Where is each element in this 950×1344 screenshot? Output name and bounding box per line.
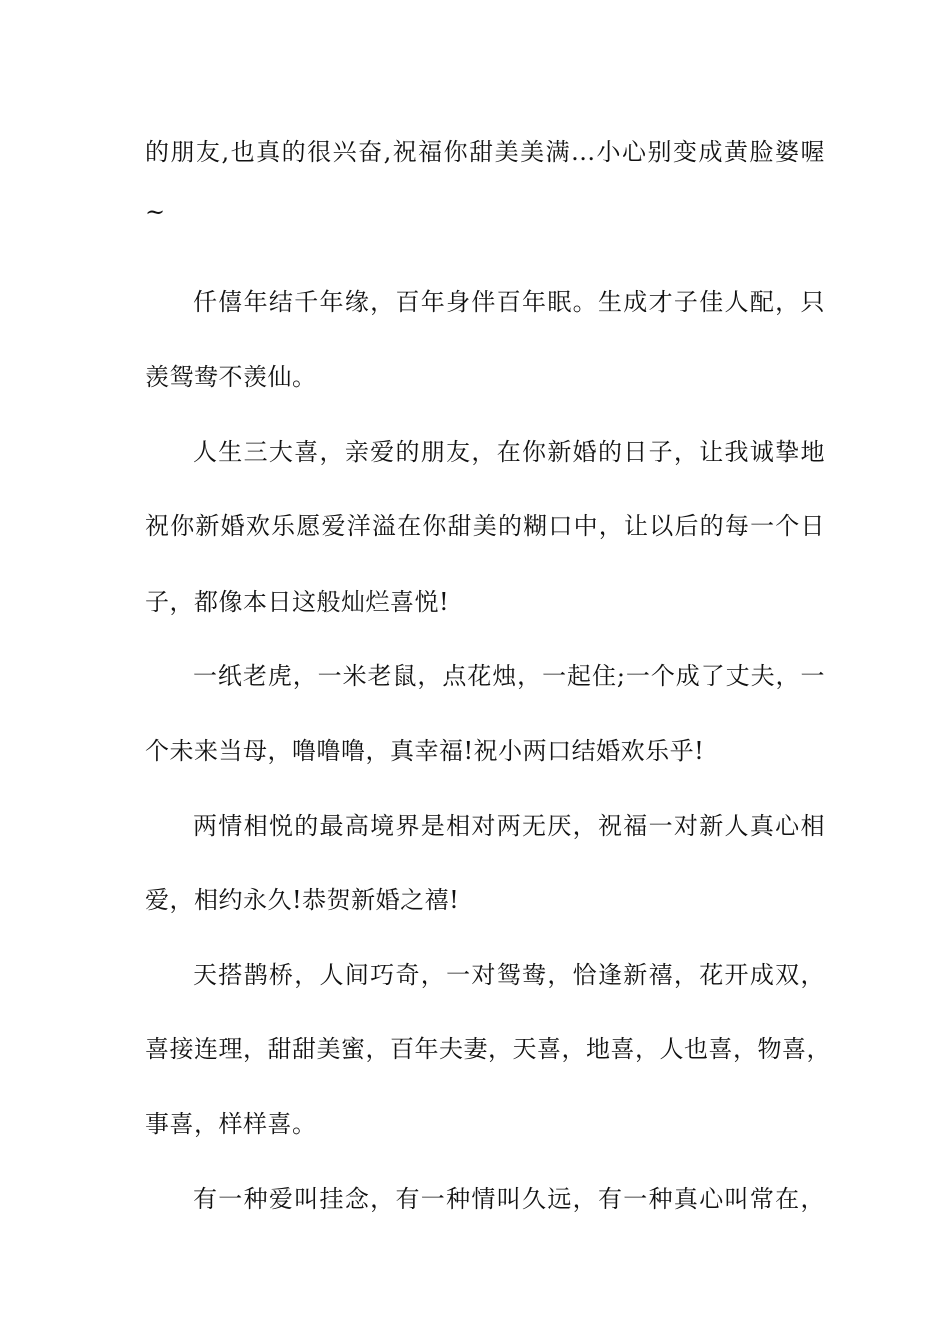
text-line-5: 人生三大喜，亲爱的朋友，在你新婚的日子，让我诚挚地 (193, 438, 825, 466)
text-line-7: 子，都像本日这般灿烂喜悦! (145, 588, 450, 616)
text-line-3: 仟僖年结千年缘，百年身伴百年眠。生成才子佳人配，只 (193, 288, 825, 316)
text-line-6: 祝你新婚欢乐愿爱洋溢在你甜美的糊口中，让以后的每一个日 (145, 512, 825, 540)
text-line-15: 有一种爱叫挂念，有一种情叫久远，有一种真心叫常在， (193, 1185, 825, 1213)
text-line-13: 喜接连理，甜甜美蜜，百年夫妻，天喜，地喜，人也喜，物喜， (145, 1035, 831, 1063)
text-line-14: 事喜，样样喜。 (145, 1110, 317, 1138)
text-line-12: 天搭鹊桥，人间巧奇，一对鸳鸯，恰逢新禧，花开成双， (193, 961, 825, 989)
text-line-11: 爱，相约永久!恭贺新婚之禧! (145, 886, 460, 914)
text-line-8: 一纸老虎，一米老鼠，点花烛，一起住;一个成了丈夫，一 (193, 662, 825, 690)
text-line-1: 的朋友,也真的很兴奋,祝福你甜美美满...小心别变成黄脸婆喔 (145, 138, 825, 166)
text-line-4: 羡鸳鸯不羡仙。 (145, 363, 317, 391)
text-line-9: 个未来当母，噜噜噜，真幸福!祝小两口结婚欢乐乎! (145, 737, 705, 765)
text-line-2: ~ (145, 198, 166, 226)
text-line-10: 两情相悦的最高境界是相对两无厌，祝福一对新人真心相 (193, 812, 825, 840)
